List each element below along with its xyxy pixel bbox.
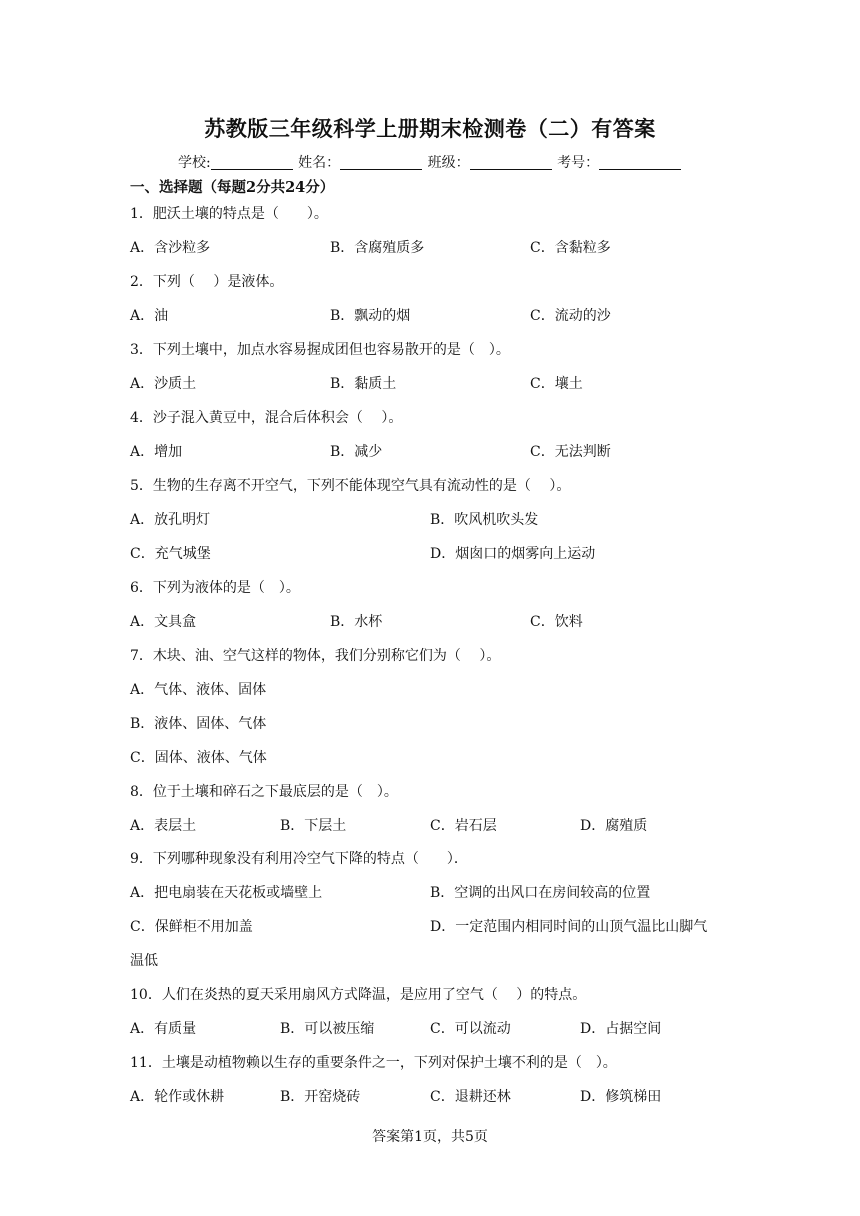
name-label: 姓名： — [298, 155, 341, 171]
question-6-option-b: B．水杯 — [330, 614, 383, 630]
question-4-stem: 4．沙子混入黄豆中，混合后体积会（ ）。 — [130, 410, 403, 426]
question-3-option-b: B．黏质土 — [330, 376, 397, 392]
question-4-option-b: B．减少 — [330, 444, 383, 460]
question-7-option-c: C．固体、液体、气体 — [130, 750, 267, 766]
question-3-option-c: C．壤土 — [530, 376, 583, 392]
question-1-option-a: A．含沙粒多 — [130, 240, 211, 256]
question-9-option-b: B．空调的出风口在房间较高的位置 — [430, 885, 651, 901]
question-2-option-b: B．飘动的烟 — [330, 308, 411, 324]
student-info-line — [178, 152, 682, 172]
question-3-option-a: A．沙质土 — [130, 376, 197, 392]
question-8-option-d: D．腐殖质 — [580, 818, 648, 834]
question-10-option-a: A．有质量 — [130, 1021, 197, 1037]
name-blank — [340, 155, 422, 170]
question-5-option-a: A．放孔明灯 — [130, 512, 211, 528]
question-8-stem: 8．位于土壤和碎石之下最底层的是（ ）。 — [130, 784, 398, 800]
section-heading: 一、选择题（每题2分共24分） — [130, 179, 335, 196]
question-11-option-d: D．修筑梯田 — [580, 1089, 662, 1105]
question-8-option-b: B．下层土 — [280, 818, 347, 834]
question-10-option-b: B．可以被压缩 — [280, 1021, 375, 1037]
question-9-option-c: C．保鲜柜不用加盖 — [130, 919, 253, 935]
question-2-stem: 2．下列（ ）是液体。 — [130, 274, 284, 290]
question-11-option-a: A．轮作或休耕 — [130, 1089, 225, 1105]
question-6-option-c: C．饮料 — [530, 614, 583, 630]
question-8-option-a: A．表层土 — [130, 818, 197, 834]
question-1-option-b: B．含腐殖质多 — [330, 240, 425, 256]
exam-number-blank — [599, 155, 681, 170]
question-1-option-c: C．含黏粒多 — [530, 240, 611, 256]
question-1-stem: 1．肥沃土壤的特点是（ ）。 — [130, 206, 328, 222]
question-6-option-a: A．文具盒 — [130, 614, 197, 630]
page-footer: 答案第1页，共5页 — [372, 1129, 488, 1145]
question-11-option-b: B．开窑烧砖 — [280, 1089, 361, 1105]
question-5-option-c: C．充气城堡 — [130, 546, 211, 562]
question-7-stem: 7．木块、油、空气这样的物体，我们分别称它们为（ ）。 — [130, 648, 501, 664]
school-blank — [211, 155, 293, 170]
question-9-option-d: D．一定范围内相同时间的山顶气温比山脚气 — [430, 919, 708, 935]
question-6-stem: 6．下列为液体的是（ ）。 — [130, 580, 300, 596]
question-10-stem: 10．人们在炎热的夏天采用扇风方式降温，是应用了空气（ ）的特点。 — [130, 987, 587, 1003]
question-2-option-c: C．流动的沙 — [530, 308, 611, 324]
exam-title: 苏教版三年级科学上册期末检测卷（二）有答案 — [204, 116, 656, 141]
question-5-stem: 5．生物的生存离不开空气，下列不能体现空气具有流动性的是（ ）。 — [130, 478, 571, 494]
question-9-option-a: A．把电扇装在天花板或墙壁上 — [130, 885, 323, 901]
question-7-option-a: A．气体、液体、固体 — [130, 682, 267, 698]
question-5-option-d: D．烟囱口的烟雾向上运动 — [430, 546, 596, 562]
question-9-stem: 9．下列哪种现象没有利用冷空气下降的特点（ ）． — [130, 851, 468, 867]
question-9-option-d-continued: 温低 — [130, 953, 158, 969]
question-4-option-a: A．增加 — [130, 444, 183, 460]
question-10-option-c: C．可以流动 — [430, 1021, 511, 1037]
question-10-option-d: D．占据空间 — [580, 1021, 662, 1037]
question-8-option-c: C．岩石层 — [430, 818, 497, 834]
question-11-option-c: C．退耕还林 — [430, 1089, 511, 1105]
question-2-option-a: A．油 — [130, 308, 169, 324]
school-label: 学校: — [178, 155, 211, 171]
question-7-option-b: B．液体、固体、气体 — [130, 716, 267, 732]
question-11-stem: 11．土壤是动植物赖以生存的重要条件之一，下列对保护土壤不利的是（ ）。 — [130, 1055, 617, 1071]
question-4-option-c: C．无法判断 — [530, 444, 611, 460]
question-5-option-b: B．吹风机吹头发 — [430, 512, 539, 528]
question-3-stem: 3．下列土壤中，加点水容易握成团但也容易散开的是（ ）。 — [130, 342, 510, 358]
class-blank — [470, 155, 552, 170]
class-label: 班级： — [427, 155, 470, 171]
exam-number-label: 考号： — [557, 155, 600, 171]
